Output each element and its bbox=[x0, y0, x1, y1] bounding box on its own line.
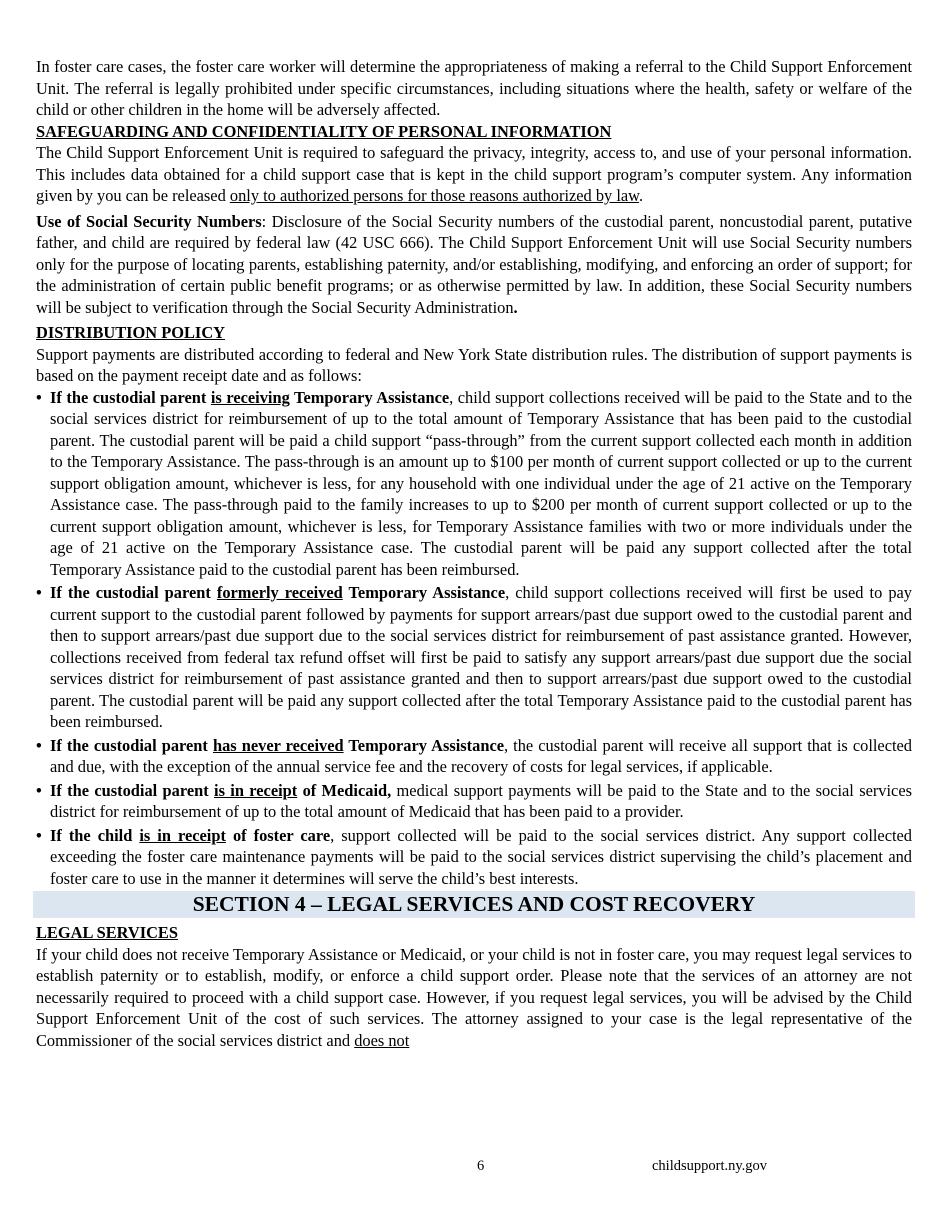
distribution-intro: Support payments are distributed according to federal and New York State distribution rules. The distribution of support payments is based on the payment receipt date and as follows: bbox=[36, 344, 912, 385]
bullet-underlined: is in receipt bbox=[214, 780, 298, 800]
authorized-persons-text: only to authorized persons for those reasons authorized by law bbox=[229, 186, 639, 205]
bullet-text: , support collected will be paid to the social services district. Any support collected exceeding the foster care maintenance payments will be paid to the social services district supervising the child’s placement and foster care to use in the manner it determines will serve the child’s best interests. bbox=[50, 825, 912, 888]
bullet-underlined: is receiving bbox=[210, 387, 290, 407]
bullet-lead: If the child bbox=[50, 825, 140, 845]
bullet-text: medical support payments will be paid to the State and to the social services district for reimbursement of up to the total amount of Medicaid that has been paid to a provider. bbox=[50, 780, 912, 821]
page-footer bbox=[0, 1156, 950, 1176]
ssn-end: . bbox=[513, 297, 518, 317]
list-item bbox=[36, 825, 912, 890]
list-item bbox=[36, 387, 912, 581]
document-page bbox=[36, 56, 912, 1051]
section-title-band: SECTION 4 – LEGAL SERVICES AND COST RECOVERY bbox=[33, 891, 915, 918]
bullet-lead: If the custodial parent bbox=[50, 780, 215, 800]
bullet-lead: If the custodial parent bbox=[50, 387, 211, 407]
distribution-list bbox=[36, 387, 912, 890]
bullet-text: , child support collections received will first be used to pay current support to the custodial parent followed by payments for support arrears/past due support owed to the custodial parent and then to support arrears/past due support due to the social services district for reimbursement of past assistance granted. However, collections received from federal tax refund offset will first be paid to satisfy any support arrears/past due support due the social services district for reimbursement of past assistance granted and then to support arrears/past due support owed to the custodial parent. The custodial parent will be paid any support collected after the total Temporary Assistance paid to the custodial parent has been reimbursed. bbox=[50, 583, 912, 731]
safeguarding-paragraph bbox=[36, 142, 912, 207]
bullet-text: , the custodial parent will receive all support that is collected and due, with the exception of the annual service fee and the recovery of costs for legal services, if applicable. bbox=[50, 735, 913, 776]
legal-services-paragraph bbox=[36, 944, 912, 1052]
bullet-lead-end: of foster care bbox=[225, 825, 331, 845]
list-item bbox=[36, 780, 912, 823]
bullet-text: , child support collections received will be paid to the State and to the social services district for reimbursement of up to the total amount of Temporary Assistance that has been paid to the custodial parent. The custodial parent will be paid a child support “pass-through” from the current support collected each month in addition to the Temporary Assistance. The pass-through is an amount up to $100 per month of current support collected or up to the current support obligation amount, whichever is less, for any household with one individual under the age of 21 active on the Temporary Assistance case. The pass-through paid to the family increases to up to $200 per month of current support collected or up to the current support obligation amount, whichever is less, for Temporary Assistance families with two or more individuals under the age of 21 active on the Temporary Assistance case. The custodial parent will be paid any support collected after the total Temporary Assistance paid to the custodial parent has been reimbursed. bbox=[50, 387, 913, 579]
bullet-lead-end: Temporary Assistance bbox=[343, 735, 504, 755]
bullet-lead: If the custodial parent bbox=[50, 735, 213, 755]
bullet-underlined: has never received bbox=[212, 735, 344, 755]
does-not-text: does not bbox=[354, 1030, 410, 1050]
safeguarding-text: The Child Support Enforcement Unit is required to safeguard the privacy, integrity, access to, and use of your personal information. This includes data obtained for a child support case that is kept in the child support program’s computer system. Any information given by you can be released bbox=[36, 143, 912, 205]
safeguarding-heading: SAFEGUARDING AND CONFIDENTIALITY OF PERSONAL INFORMATION bbox=[36, 121, 612, 141]
bullet-lead: If the custodial parent bbox=[50, 583, 217, 602]
bullet-lead-end: of Medicaid, bbox=[297, 780, 392, 800]
safeguarding-end: . bbox=[638, 186, 644, 205]
page-number: 6 bbox=[477, 1158, 485, 1174]
ssn-paragraph bbox=[36, 211, 912, 319]
list-item bbox=[36, 735, 912, 778]
legal-services-heading: LEGAL SERVICES bbox=[36, 923, 178, 942]
bullet-underlined: formerly received bbox=[216, 583, 343, 602]
list-item bbox=[36, 582, 912, 733]
distribution-heading: DISTRIBUTION POLICY bbox=[36, 323, 225, 342]
website-url: childsupport.ny.gov bbox=[652, 1158, 768, 1174]
bullet-underlined: is in receipt bbox=[139, 825, 226, 845]
ssn-label: Use of Social Security Numbers bbox=[36, 211, 262, 231]
bullet-lead-end: Temporary Assistance bbox=[342, 583, 506, 602]
legal-services-text: If your child does not receive Temporary Assistance or Medicaid, or your child is not in foster care, you may request legal services to establish paternity or to establish, modify, or enforce a child support order. Please note that the services of an attorney are not necessarily required to proceed with a child support case. However, if you request legal services, you will be advised by the Child Support Enforcement Unit of the cost of such services. The attorney assigned to your case is the legal representative of the Commissioner of the social services district and bbox=[36, 944, 912, 1050]
ssn-text: : Disclosure of the Social Security numbers of the custodial parent, noncustodial parent, putative father, and child are required by federal law (42 USC 666). The Child Support Enforcement Unit will use Social Security numbers only for the purpose of locating parents, establishing paternity, and/or establishing, modifying, and enforcing an order of support; for the administration of certain public benefit programs; or as otherwise permitted by law. In addition, these Social Security numbers will be subject to verification through the Social Security Administration bbox=[36, 211, 912, 317]
bullet-lead-end: Temporary Assistance bbox=[289, 387, 450, 407]
intro-paragraph: In foster care cases, the foster care worker will determine the appropriateness of making a referral to the Child Support Enforcement Unit. The referral is legally prohibited under specific circumstances, including situations where the health, safety or welfare of the child or other children in the home will be adversely affected. bbox=[36, 57, 912, 119]
